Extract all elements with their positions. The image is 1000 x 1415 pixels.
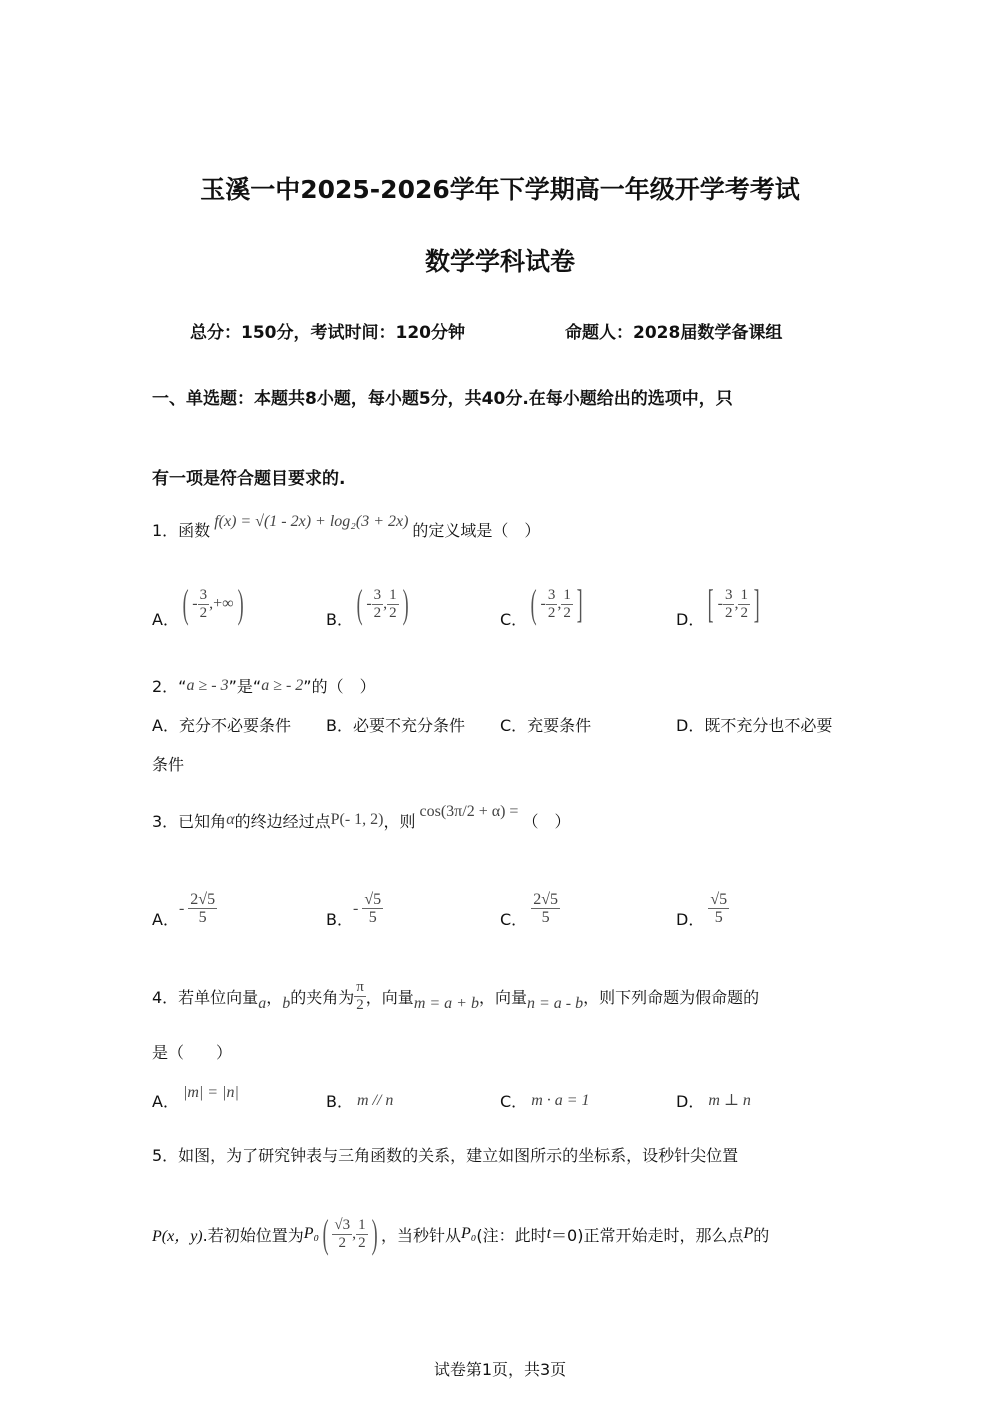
option-label: A． — [152, 1092, 179, 1111]
q4-vector-a: a — [258, 995, 267, 1012]
comma: , — [383, 595, 388, 612]
q4-text: 的夹角为 — [290, 987, 355, 1007]
q5-text: ＝0)正常开始走时，那么点 — [551, 1225, 744, 1245]
q5-text: (注：此时 — [476, 1225, 547, 1245]
q3-expression: cos(3π/2 + α) = — [419, 803, 519, 820]
q5-right-paren: ) — [371, 1211, 378, 1256]
q2-option-b[interactable]: B．必要不充分条件 — [326, 716, 465, 735]
option-expression: m · a = 1 — [531, 1092, 590, 1109]
q2-text: 2．“ — [152, 677, 187, 696]
fraction: $\frac{2√5}{5}$ — [533, 891, 558, 926]
q3-option-d[interactable] — [676, 880, 729, 930]
q2-condition-2: a ≥ - 2 — [261, 676, 304, 694]
option-label: C． — [500, 610, 528, 629]
q1-option-d[interactable] — [676, 580, 763, 630]
q2-option-d[interactable]: D．既不充分也不必要 — [676, 716, 833, 735]
lower-bound: $\frac{3}{2}$ — [199, 586, 208, 621]
minus-sign: - — [717, 595, 723, 612]
lower-bound: $\frac{3}{2}$ — [724, 586, 733, 621]
q5-point-p: P — [743, 1225, 754, 1242]
comma: , — [734, 595, 739, 612]
q4-text: ， — [266, 987, 283, 1007]
q4-option-d[interactable] — [676, 1078, 751, 1112]
lower-bound: $\frac{3}{2}$ — [547, 586, 556, 621]
fraction-value — [179, 891, 217, 926]
page-number: 试卷第1页，共3页 — [433, 1360, 567, 1379]
fraction-value — [527, 891, 560, 926]
q1-option-c[interactable] — [500, 580, 586, 630]
q1-prefix: 1．函数 — [152, 521, 211, 540]
q3-text: 3．已知角 — [152, 811, 227, 831]
q4-angle: $\frac{\pi}{2}$ — [356, 978, 364, 1013]
score-time-info: 总分：150分，考试时间：120分钟 — [190, 323, 465, 343]
minus-sign: - — [540, 595, 546, 612]
upper-bound: $\frac{1}{2}$ — [740, 586, 748, 621]
option-label: B． — [326, 610, 353, 629]
fraction-value — [353, 891, 383, 926]
interval — [353, 581, 412, 626]
q3-text: 的终边经过点 — [234, 811, 331, 831]
interval-left: [ — [707, 581, 714, 626]
sign: - — [352, 899, 359, 917]
q2-text: ”的（ ） — [303, 677, 376, 696]
q4-option-a[interactable] — [152, 1078, 239, 1112]
q5-point-p: P(x，y) — [152, 1227, 203, 1245]
fraction-value — [704, 891, 729, 926]
q3-option-a[interactable] — [152, 880, 217, 930]
author-info: 命题人：2028届数学备课组 — [565, 323, 783, 343]
interval-left: ( — [530, 581, 537, 626]
q2-text: ”是“ — [228, 677, 262, 696]
upper-bound: +∞ — [213, 595, 234, 612]
option-label: A． — [152, 610, 179, 629]
upper-bound: $\frac{1}{2}$ — [563, 586, 571, 621]
section-heading-cont: 有一项是符合题目要求的. — [152, 469, 346, 489]
option-label: B． — [326, 910, 353, 929]
q3-alpha: α — [226, 811, 235, 828]
comma: , — [209, 595, 214, 612]
question-4 — [152, 974, 759, 1018]
q4-option-b[interactable] — [326, 1078, 393, 1112]
q5-left-paren: ( — [322, 1211, 329, 1256]
q4-text: ，向量 — [478, 987, 527, 1007]
q5-text: ，当秒针从 — [380, 1225, 461, 1245]
interval-left: ( — [182, 581, 189, 626]
q5-comma: , — [352, 1225, 357, 1242]
interval — [704, 581, 763, 626]
option-expression: m // n — [356, 1092, 394, 1109]
q5-frac-1: $\frac{√3}{2}$ — [334, 1216, 351, 1251]
interval — [179, 581, 247, 626]
interval-right: ] — [576, 581, 583, 626]
q5-var-t: t — [546, 1225, 552, 1242]
q4-vector-m: m = a + b — [413, 995, 479, 1012]
q4-text: ，向量 — [365, 987, 414, 1007]
option-expression: |m| = |n| — [182, 1084, 239, 1101]
q3-option-c[interactable] — [500, 880, 560, 930]
q4-text: 4．若单位向量 — [152, 987, 259, 1007]
question-2 — [152, 674, 376, 697]
q2-option-c[interactable]: C．充要条件 — [500, 716, 592, 735]
q1-formula: f(x) = √(1 - 2x) + log₂(3 + 2x) — [214, 512, 409, 530]
q4-option-c[interactable] — [500, 1078, 590, 1112]
q5-point-p0: P₀ — [460, 1225, 477, 1242]
q3-option-b[interactable] — [326, 880, 383, 930]
question-5: 5．如图，为了研究钟表与三角函数的关系，建立如图所示的坐标系，设秒针尖位置 — [152, 1146, 739, 1165]
q5-text: 的 — [753, 1225, 770, 1245]
q4-vector-b: b — [282, 995, 291, 1012]
interval-right: ) — [402, 581, 409, 626]
q1-option-a[interactable] — [152, 580, 247, 630]
q1-option-b[interactable] — [326, 580, 412, 630]
q3-point: P(- 1, 2) — [330, 811, 384, 828]
question-5-line2 — [152, 1208, 769, 1260]
q1-suffix: 的定义域是（ ） — [412, 521, 541, 540]
question-3 — [152, 790, 570, 850]
q3-text: （ ） — [522, 811, 571, 831]
option-label: D． — [676, 910, 705, 929]
q5-text: .若初始位置为 — [202, 1225, 304, 1245]
interval-left: ( — [356, 581, 363, 626]
q5-frac-2: $\frac{1}{2}$ — [358, 1216, 366, 1251]
comma: , — [557, 595, 562, 612]
q4-text: ，则下列命题为假命题的 — [583, 987, 760, 1007]
question-1 — [152, 512, 541, 541]
q2-option-d-cont: 条件 — [152, 755, 185, 774]
q2-option-a[interactable]: A．充分不必要条件 — [152, 716, 291, 735]
upper-bound: $\frac{1}{2}$ — [389, 586, 397, 621]
q5-point-p0: P₀ — [303, 1225, 320, 1242]
q4-text-cont: 是（ ） — [152, 1043, 233, 1062]
q4-vector-n: n = a - b — [526, 995, 584, 1012]
q2-condition-1: a ≥ - 3 — [186, 676, 229, 694]
q3-text: ，则 — [383, 811, 416, 831]
interval-right: ] — [753, 581, 760, 626]
exam-title: 玉溪一中2025-2026学年下学期高一年级开学考考试 — [200, 175, 800, 204]
option-label: D． — [676, 610, 705, 629]
option-label: D． — [676, 1092, 705, 1111]
option-label: C． — [500, 910, 528, 929]
interval-right: ) — [237, 581, 244, 626]
option-label: A． — [152, 910, 179, 929]
section-heading: 一、单选题：本题共8小题，每小题5分，共40分.在每小题给出的选项中，只 — [152, 389, 733, 409]
interval — [527, 581, 586, 626]
sign: - — [178, 899, 185, 917]
fraction: $\frac{√5}{5}$ — [364, 891, 382, 926]
option-expression: m ⊥ n — [708, 1092, 751, 1109]
minus-sign: - — [192, 595, 198, 612]
minus-sign: - — [366, 595, 372, 612]
fraction: $\frac{2√5}{5}$ — [190, 891, 216, 926]
exam-subtitle: 数学学科试卷 — [424, 247, 575, 276]
option-label: B． — [326, 1092, 353, 1111]
fraction: $\frac{√5}{5}$ — [710, 891, 728, 926]
option-label: C． — [500, 1092, 528, 1111]
lower-bound: $\frac{3}{2}$ — [373, 586, 382, 621]
